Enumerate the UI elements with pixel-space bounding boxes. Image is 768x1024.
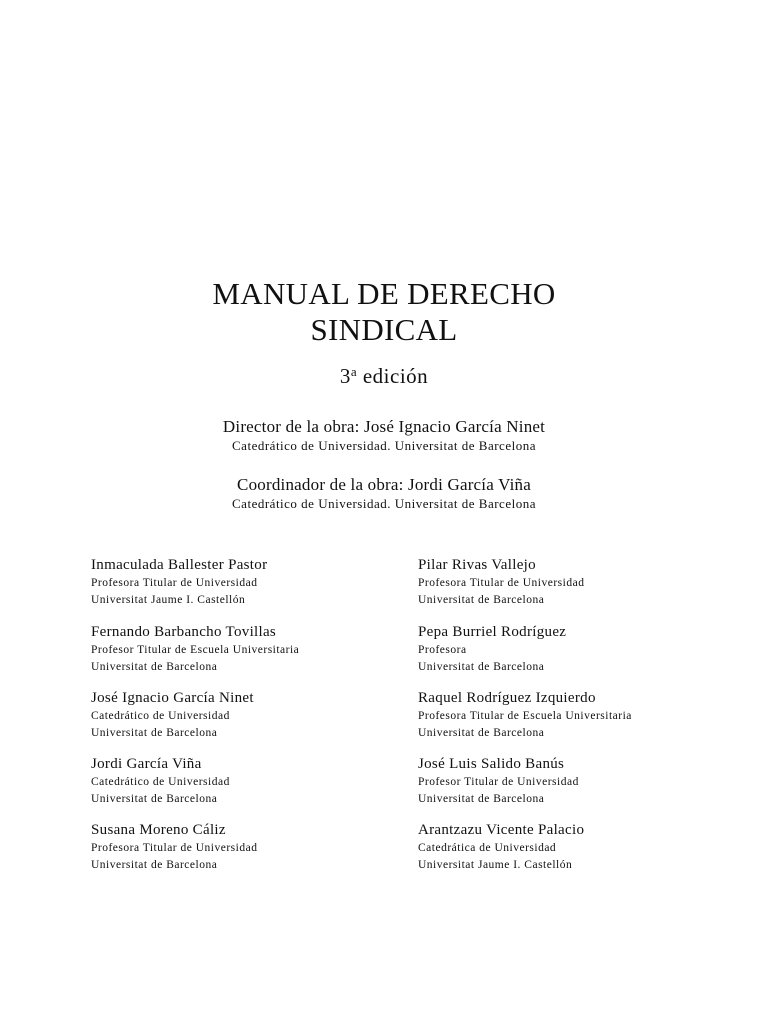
author-name: José Ignacio García Ninet <box>91 690 254 706</box>
author-name: Pepa Burriel Rodríguez <box>418 624 567 640</box>
book-title-line-2: SINDICAL <box>310 312 458 347</box>
coordinator-role: Coordinador de la obra: Jordi García Viña <box>237 475 531 494</box>
author-name: Arantzazu Vicente Palacio <box>418 822 585 838</box>
title-block <box>0 276 768 388</box>
edition-ordinal: a <box>350 364 358 379</box>
author-position: Profesor Titular de Escuela Universitaria <box>91 644 300 656</box>
author-entry <box>418 623 738 676</box>
author-university: Universitat Jaume I. Castellón <box>91 594 246 606</box>
author-university: Universitat de Barcelona <box>418 793 545 805</box>
author-entry <box>91 556 411 609</box>
author-position: Profesora Titular de Universidad <box>91 842 258 854</box>
director-credit <box>0 417 768 455</box>
author-university: Universitat Jaume I. Castellón <box>418 859 573 871</box>
author-name: Inmaculada Ballester Pastor <box>91 557 268 573</box>
author-name: Susana Moreno Cáliz <box>91 822 226 838</box>
author-university: Universitat de Barcelona <box>418 594 545 606</box>
author-entry <box>91 623 411 676</box>
author-entry <box>91 755 411 808</box>
edition-number: 3 <box>339 364 351 388</box>
author-entry <box>91 821 411 874</box>
director-role: Director de la obra: José Ignacio García Ninet <box>222 417 546 436</box>
author-name: Pilar Rivas Vallejo <box>418 557 536 573</box>
author-university: Universitat de Barcelona <box>91 859 218 871</box>
coordinator-credit <box>0 475 768 513</box>
author-university: Universitat de Barcelona <box>418 727 545 739</box>
author-position: Profesora <box>418 644 467 656</box>
author-name: Fernando Barbancho Tovillas <box>91 624 277 640</box>
edition-label <box>0 360 768 388</box>
author-university: Universitat de Barcelona <box>91 727 218 739</box>
author-position: Catedrático de Universidad <box>91 710 230 722</box>
author-entry <box>418 689 738 742</box>
author-position: Catedrático de Universidad <box>91 776 230 788</box>
author-name: José Luis Salido Banús <box>418 756 565 772</box>
author-position: Profesor Titular de Universidad <box>418 776 579 788</box>
author-entry <box>418 821 738 874</box>
author-entry <box>418 556 738 609</box>
edition-word: edición <box>362 364 429 388</box>
author-university: Universitat de Barcelona <box>91 661 218 673</box>
director-affiliation: Catedrático de Universidad. Universitat de Barcelona <box>232 438 536 453</box>
author-name: Jordi García Viña <box>91 756 202 772</box>
author-name: Raquel Rodríguez Izquierdo <box>418 690 596 706</box>
author-university: Universitat de Barcelona <box>418 661 545 673</box>
author-position: Profesora Titular de Universidad <box>91 577 258 589</box>
book-title-line-1: MANUAL DE DERECHO <box>212 276 556 311</box>
author-entry <box>418 755 738 808</box>
author-entry <box>91 689 411 742</box>
author-position: Profesora Titular de Universidad <box>418 577 585 589</box>
coordinator-affiliation: Catedrático de Universidad. Universitat de Barcelona <box>232 496 536 511</box>
author-position: Catedrática de Universidad <box>418 842 557 854</box>
author-university: Universitat de Barcelona <box>91 793 218 805</box>
author-position: Profesora Titular de Escuela Universitaria <box>418 710 632 722</box>
